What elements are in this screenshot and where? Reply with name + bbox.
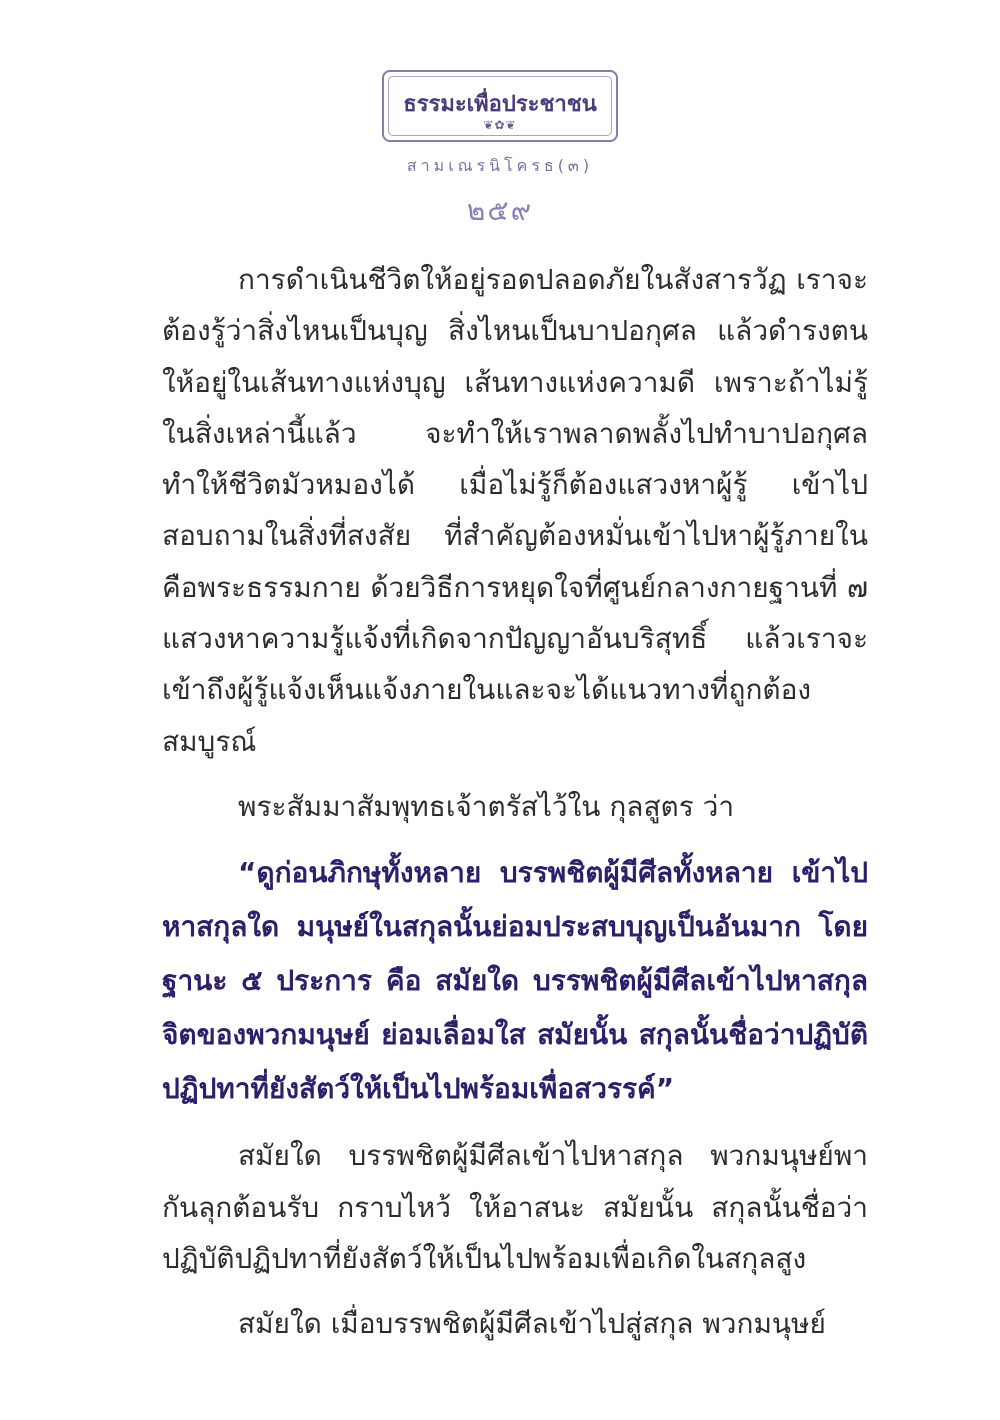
page-number: ๒๕๙ bbox=[466, 194, 534, 227]
ornament-icon: ❦✿❦ bbox=[483, 118, 517, 132]
paragraph-explanation: สมัยใด บรรพชิตผู้มีศีลเข้าไปหาสกุล พวกมนุษย์พากันลุกต้อนรับ กราบไหว้ ให้อาสนะ สมัยนั้น สกุลนั้นชื่อว่า ปฏิบัติปฏิปทาที่ยังสัตว์ให้เป็นไปพร้อมเพื่อเกิดในสกุลสูง bbox=[162, 1139, 868, 1275]
page-header bbox=[0, 70, 1000, 233]
paragraph-sutta-reference: พระสัมมาสัมพุทธเจ้าตรัสไว้ใน กุลสูตร ว่า bbox=[238, 789, 735, 823]
sutta-quote: “ดูก่อนภิกษุทั้งหลาย บรรพชิตผู้มีศีลทั้งหลาย เข้าไปหาสกุลใด มนุษย์ในสกุลนั้นย่อมประสบบุญเป็นอันมาก โดยฐานะ ๕ ประการ คือ สมัยใด บรรพชิตผู้มีศีลเข้าไปหาสกุล จิตของพวกมนุษย์ ย่อมเลื่อมใส สมัยนั้น สกุลนั้นชื่อว่าปฏิบัติปฏิปทาที่ยังสัตว์ให้เป็นไปพร้อมเพื่อสวรรค์” bbox=[162, 856, 868, 1106]
paragraph-intro: การดำเนินชีวิตให้อยู่รอดปลอดภัยในสังสารวัฏ เราจะต้องรู้ว่าสิ่งไหนเป็นบุญ สิ่งไหนเป็นบาปอกุศล แล้วดำรงตนให้อยู่ในเส้นทางแห่งบุญ เส้นทางแห่งความดี เพราะถ้าไม่รู้ในสิ่งเหล่านี้แล้ว จะทำให้เราพลาดพลั้งไปทำบาปอกุศล ทำให้ชีวิตมัวหมองได้ เมื่อไม่รู้ก็ต้องแสวงหาผู้รู้ เข้าไปสอบถามในสิ่งที่สงสัย ที่สำคัญต้องหมั่นเข้าไปหาผู้รู้ภายในคือพระธรรมกาย ด้วยวิธีการหยุดใจที่ศูนย์กลางกายฐานที่ ๗ แสวงหาความรู้แจ้งที่เกิดจากปัญญาอันบริสุทธิ์ แล้วเราจะเข้าถึงผู้รู้แจ้งเห็นแจ้งภายในและจะได้แนวทางที่ถูกต้องสมบูรณ์ bbox=[162, 263, 868, 758]
page-body bbox=[162, 254, 868, 1349]
series-title: สามเณรนิโครธ(๓) bbox=[406, 156, 594, 175]
logo-text: ธรรมะเพื่อประชาชน bbox=[403, 91, 597, 117]
dhamma-logo bbox=[382, 70, 618, 142]
paragraph-continued: สมัยใด เมื่อบรรพชิตผู้มีศีลเข้าไปสู่สกุล พวกมนุษย์ bbox=[238, 1307, 826, 1341]
